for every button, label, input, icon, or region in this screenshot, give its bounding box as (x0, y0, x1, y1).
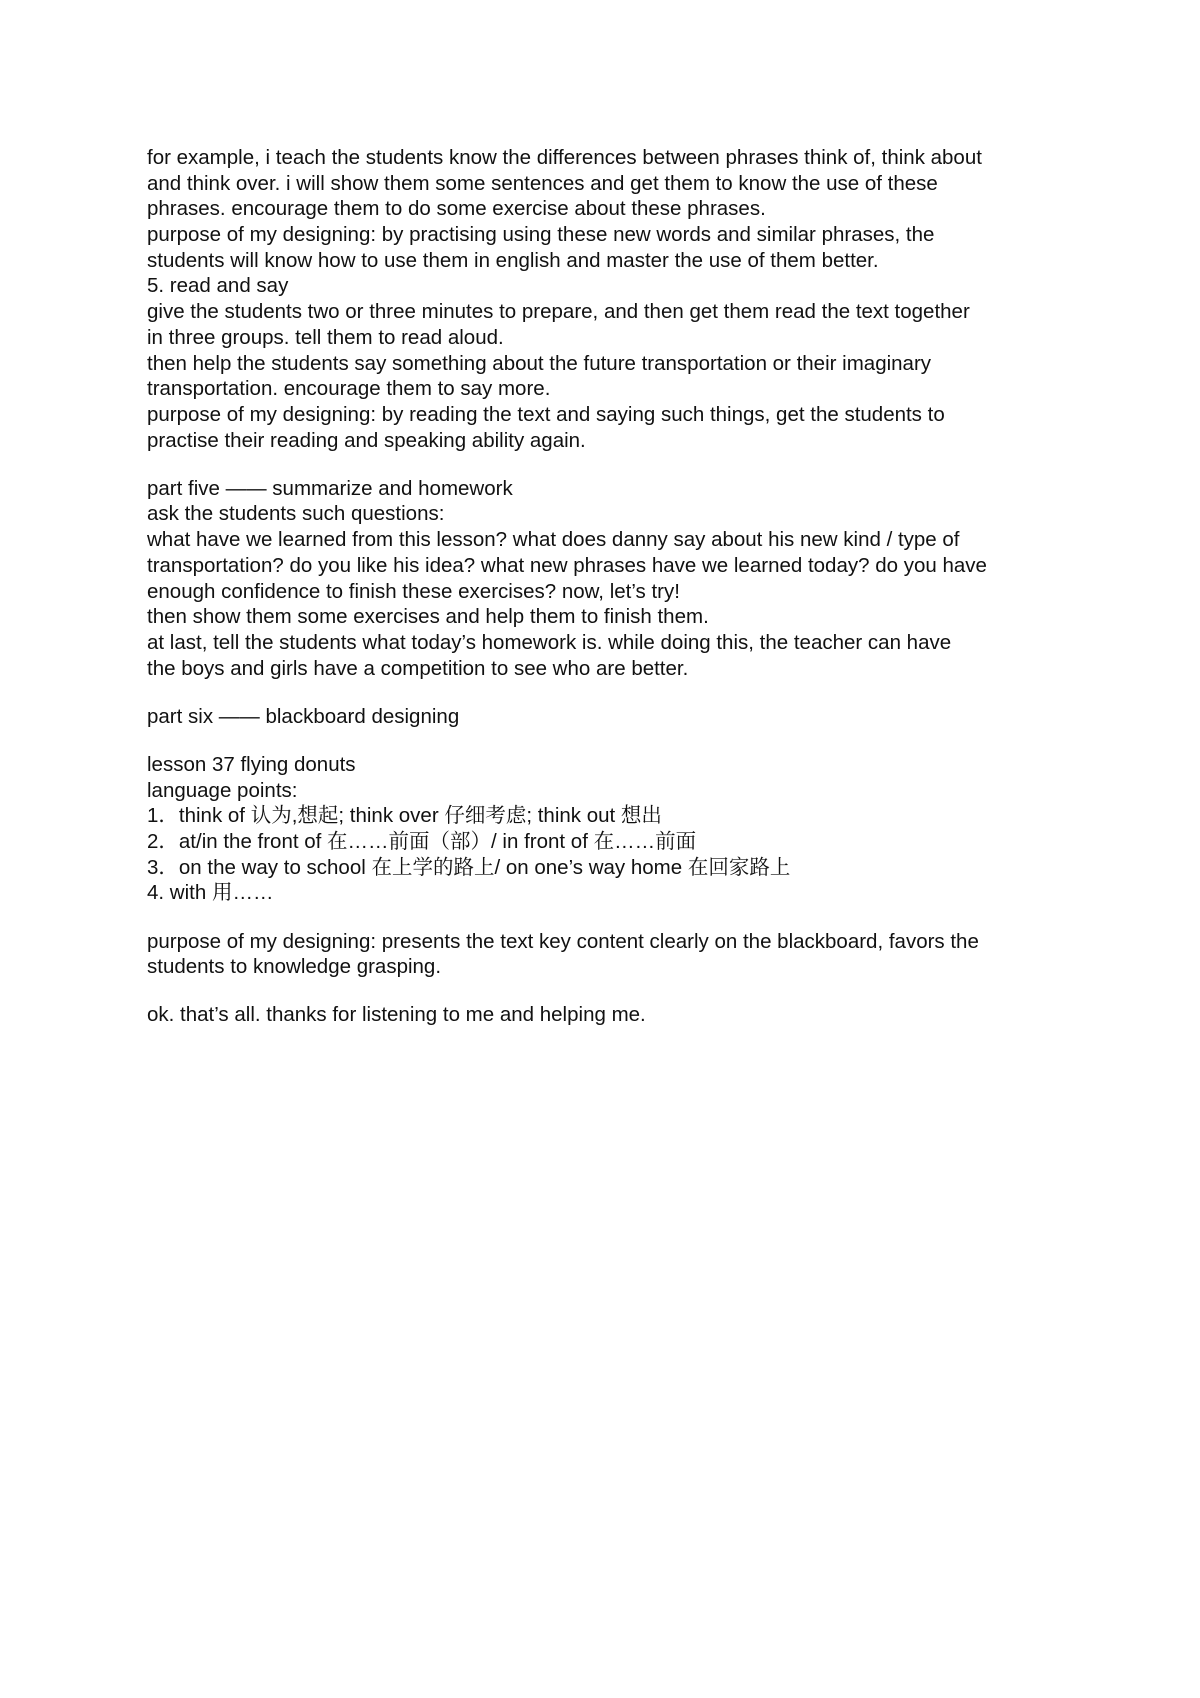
text-line: students will know how to use them in english and master the use of them better. (147, 248, 879, 272)
paragraph-gap (147, 681, 1077, 704)
text-line: phrases. encourage them to do some exercise about these phrases. (147, 197, 766, 221)
text-line: ask the students such questions: (147, 502, 445, 526)
text-line: purpose of my designing: presents the text key content clearly on the blackboard, favors the (147, 929, 979, 953)
text-line: give the students two or three minutes to prepare, and then get them read the text together (147, 300, 970, 324)
text-line: transportation. encourage them to say more. (147, 377, 551, 401)
section-heading-part-five: part five —— summarize and homework (147, 476, 513, 500)
text-line: in three groups. tell them to read aloud. (147, 325, 504, 349)
text-line: for example, i teach the students know the differences between phrases think of, think about (147, 146, 982, 169)
paragraph-part-six (147, 704, 1077, 730)
text-line: practise their reading and speaking ability again. (147, 428, 586, 452)
text-line: students to knowledge grasping. (147, 955, 442, 979)
paragraph-teaching-steps (147, 145, 1077, 453)
text-line: the boys and girls have a competition to see who are better. (147, 656, 689, 680)
section-heading-part-six: part six —— blackboard designing (147, 704, 460, 728)
paragraph-gap (147, 980, 1077, 1003)
text-line: purpose of my designing: by reading the text and saying such things, get the students to (147, 402, 945, 426)
language-points-label: language points: (147, 778, 298, 802)
text-line: what have we learned from this lesson? what does danny say about his new kind / type of (147, 528, 960, 552)
text-line: and think over. i will show them some sentences and get them to know the use of these (147, 171, 938, 195)
language-point-item: 4. with 用…… (147, 881, 274, 905)
paragraph-closing (147, 1002, 1077, 1028)
document-body (147, 145, 1077, 1028)
text-line: transportation? do you like his idea? what new phrases have we learned today? do you have (147, 553, 987, 577)
paragraph-blackboard-purpose (147, 929, 1077, 980)
paragraph-part-five (147, 476, 1077, 682)
text-line: then show them some exercises and help them to finish them. (147, 605, 709, 629)
closing-line: ok. that’s all. thanks for listening to me and helping me. (147, 1003, 646, 1027)
paragraph-gap (147, 729, 1077, 752)
text-line: purpose of my designing: by practising using these new words and similar phrases, the (147, 223, 935, 247)
language-point-item: 2．at/in the front of 在……前面（部）/ in front of 在……前面 (147, 830, 697, 853)
paragraph-gap (147, 906, 1077, 929)
language-point-item: 3．on the way to school 在上学的路上/ on one’s way home 在回家路上 (147, 855, 791, 879)
paragraph-gap (147, 453, 1077, 476)
text-line: then help the students say something about the future transportation or their imaginary (147, 351, 932, 375)
language-point-item: 1．think of 认为,想起; think over 仔细考虑; think out 想出 (147, 804, 662, 828)
text-line: enough confidence to finish these exercises? now, let’s try! (147, 579, 680, 603)
lesson-title: lesson 37 flying donuts (147, 752, 356, 776)
section-heading-read-and-say: 5. read and say (147, 274, 289, 298)
blackboard-content (147, 752, 1077, 906)
text-line: at last, tell the students what today’s homework is. while doing this, the teacher can have (147, 630, 952, 654)
